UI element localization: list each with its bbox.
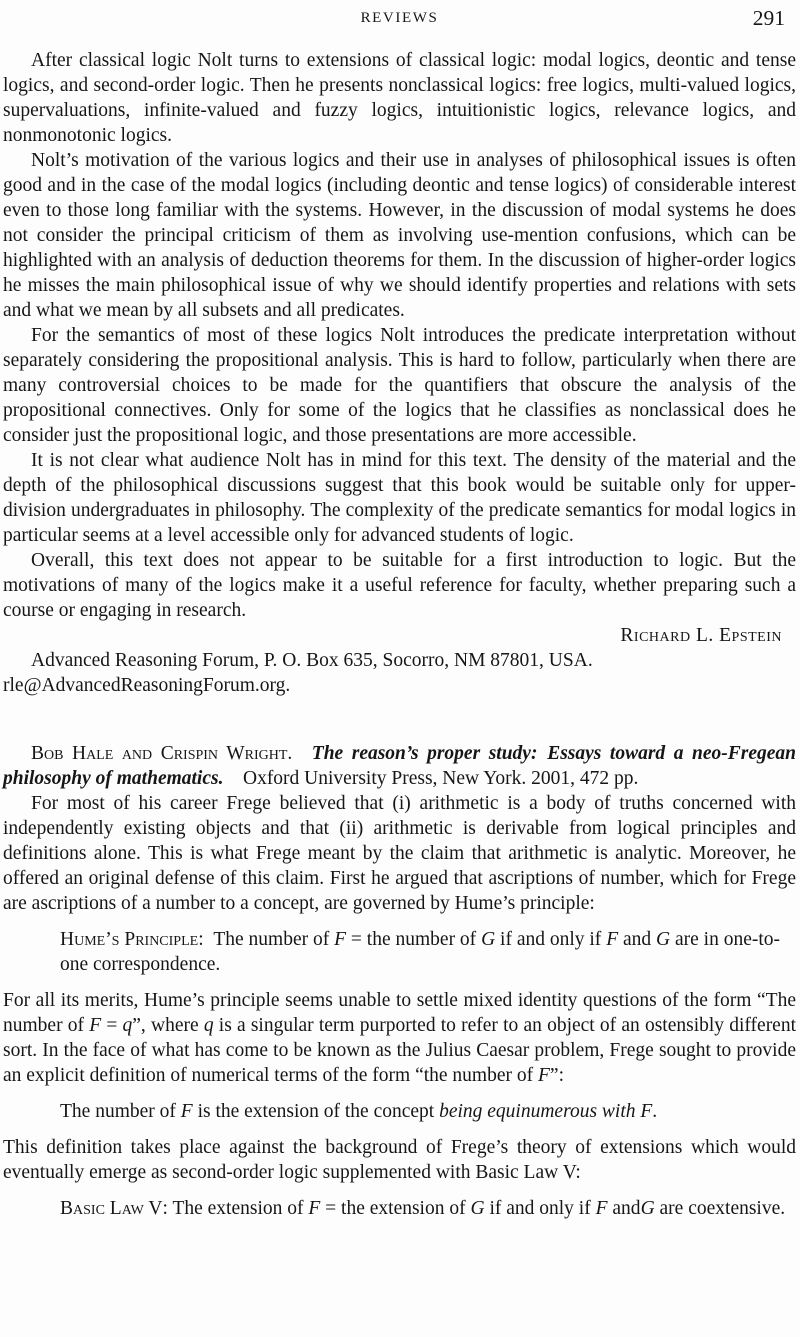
page-number: 291	[752, 6, 785, 30]
paragraph: This definition takes place against the background of Frege’s theory of extensions which would eventually emerge as second-order logic supplemented with Basic Law V:	[3, 1137, 796, 1183]
display-quote-number-definition: The number of F is the extension of the concept being equinumerous with F.	[60, 1101, 658, 1122]
paragraph: For all its merits, Hume’s principle seems unable to settle mixed identity questions of the form “The number of F = q”, where q is a singular term purported to refer to an object of an ostensibly different sort. In the face of what has come to be known as the Julius Caesar problem, Frege sought to provide an explicit definition of numerical terms of the form “the number of F”:	[3, 990, 797, 1086]
book-citation: Bob Hale and Crispin Wright. The reason’s proper study: Essays toward a neo-Fregean philosophy of mathematics. Oxford University Press, New York. 2001, 472 pp.	[3, 743, 796, 789]
display-quote-basic-law-v: Basic Law V: The extension of F = the extension of G if and only if F andG are coextensive.	[60, 1198, 786, 1219]
display-quote-humes-principle: Hume’s Principle: The number of F = the number of G if and only if F and G are in one-to-one correspondence.	[60, 929, 781, 975]
paragraph: For most of his career Frege believed that (i) arithmetic is a body of truths concerned with independently existing objects and that (ii) arithmetic is derivable from logical principles and definitions alone. This is what Frege meant by the claim that arithmetic is analytic. Moreover, he offered an original defense of this claim. First he argued that ascriptions of number, which for Frege are ascriptions of a number to a concept, are governed by Hume’s principle:	[3, 793, 796, 914]
paragraph: Overall, this text does not appear to be suitable for a first introduction to logic. But the motivations of many of the logics make it a useful reference for faculty, whether preparing such a course or engaging in research.	[3, 550, 796, 621]
paragraph: It is not clear what audience Nolt has in mind for this text. The density of the material and the depth of the philosophical discussions suggest that this book would be suitable only for upper-division undergraduates in philosophy. The complexity of the predicate semantics for modal logics in particular seems at a level accessible only for advanced students of logic.	[3, 450, 796, 546]
review-hale-wright	[3, 741, 796, 1221]
paragraph: For the semantics of most of these logics Nolt introduces the predicate interpretation without separately considering the propositional analysis. This is hard to follow, particularly when there are many controversial choices to be made for the quantifiers that obscure the analysis of the propositional connectives. Only for some of the logics that he classifies as nonclassical does he consider just the propositional logic, and those presentations are more accessible.	[3, 325, 796, 446]
paragraph: Nolt’s motivation of the various logics and their use in analyses of philosophical issues is often good and in the case of the modal logics (including deontic and tense logics) of considerable interest even to those long familiar with the systems. However, in the discussion of modal systems he does not consider the principal criticism of them as involving use-mention confusions, which can be highlighted with an analysis of deduction theorems for them. In the discussion of higher-order logics he misses the main philosophical issue of why we should identify properties and relations with sets and what we mean by all subsets and all predicates.	[3, 150, 796, 321]
reviews-content	[3, 48, 796, 1221]
running-head: REVIEWS	[360, 10, 439, 26]
page-header	[3, 5, 796, 31]
reviewer-address: Advanced Reasoning Forum, P. O. Box 635, Socorro, NM 87801, USA. rle@AdvancedReasoningForum.org.	[3, 650, 593, 696]
review-nolt	[3, 48, 796, 698]
paragraph: After classical logic Nolt turns to extensions of classical logic: modal logics, deontic and tense logics, and second-order logic. Then he presents nonclassical logics: free logics, multi-valued logics, supervaluations, infinite-valued and fuzzy logics, intuitionistic logics, relevance logics, and nonmonotonic logics.	[3, 50, 796, 146]
reviewer-signature: Richard L. Epstein	[620, 625, 782, 646]
journal-page	[0, 5, 800, 1337]
